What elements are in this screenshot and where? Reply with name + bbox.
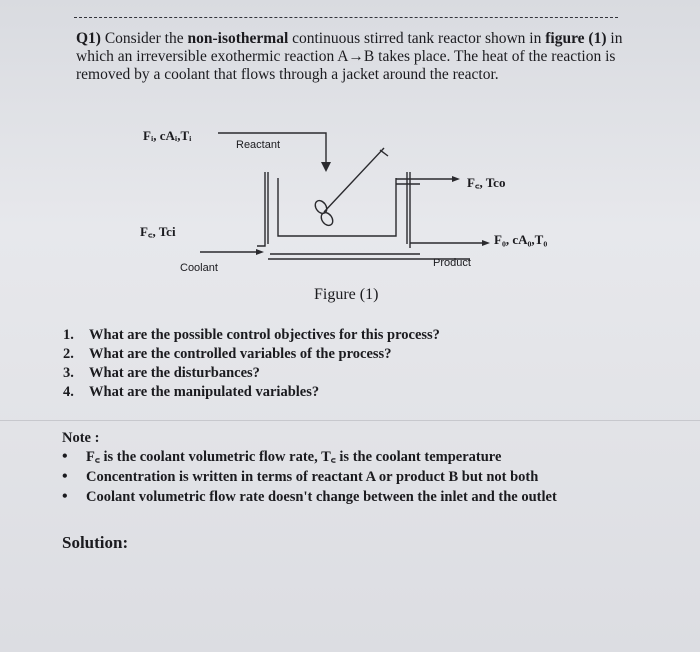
question-number: Q1) <box>76 30 101 47</box>
question-rest: in which an irreversible exothermic reaction A→B takes place. The heat of the reaction is removed by a coolant that flows through a jacket around the reactor. <box>76 30 623 83</box>
bullet-icon: • <box>62 468 68 485</box>
note-title: Note : <box>62 430 100 446</box>
bullet-icon: • <box>62 448 68 465</box>
coolant-out-arrow <box>452 176 460 182</box>
label-coolant-out: F꜀, Tco <box>467 175 506 190</box>
agitator-shaft <box>324 148 384 212</box>
question-figure-ref: figure (1) <box>545 30 607 47</box>
note-item: • Coolant volumetric flow rate doesn't change between the inlet and the outlet <box>62 488 557 505</box>
coolant-in-arrow <box>256 249 264 255</box>
tank-wall <box>278 178 396 236</box>
question-bold-term: non-isothermal <box>187 30 289 47</box>
note-item: • F꜀ is the coolant volumetric flow rate, T꜀ is the coolant temperature <box>62 448 502 465</box>
note-item: • Concentration is written in terms of reactant A or product B but not both <box>62 468 539 485</box>
question-item: 1. What are the possible control objectives for this process? <box>63 327 440 343</box>
section-divider <box>0 420 700 421</box>
solution-label: Solution: <box>62 533 129 552</box>
label-reactant: Reactant <box>236 139 281 151</box>
questions-list <box>63 326 440 402</box>
question-mid: continuous stirred tank reactor shown in <box>292 30 542 47</box>
question-item: 2. What are the controlled variables of the process? <box>63 346 392 362</box>
product-arrow <box>482 240 490 246</box>
figure-caption: Figure (1) <box>314 286 379 303</box>
label-coolant: Coolant <box>180 262 218 274</box>
question-item: 4. What are the manipulated variables? <box>63 384 320 400</box>
label-outlet: F₀, cA₀,T₀ <box>494 232 548 247</box>
jacket-outer <box>257 172 265 246</box>
reactant-arrow <box>321 162 331 172</box>
bullet-icon: • <box>62 488 68 505</box>
note-list <box>62 447 557 507</box>
question-item: 3. What are the disturbances? <box>63 365 260 381</box>
label-coolant-in: F꜀, Tci <box>140 224 176 239</box>
question-intro: Consider the <box>104 30 184 47</box>
label-product: Product <box>433 257 471 269</box>
label-feed: Fᵢ, cAᵢ,Tᵢ <box>143 128 192 143</box>
